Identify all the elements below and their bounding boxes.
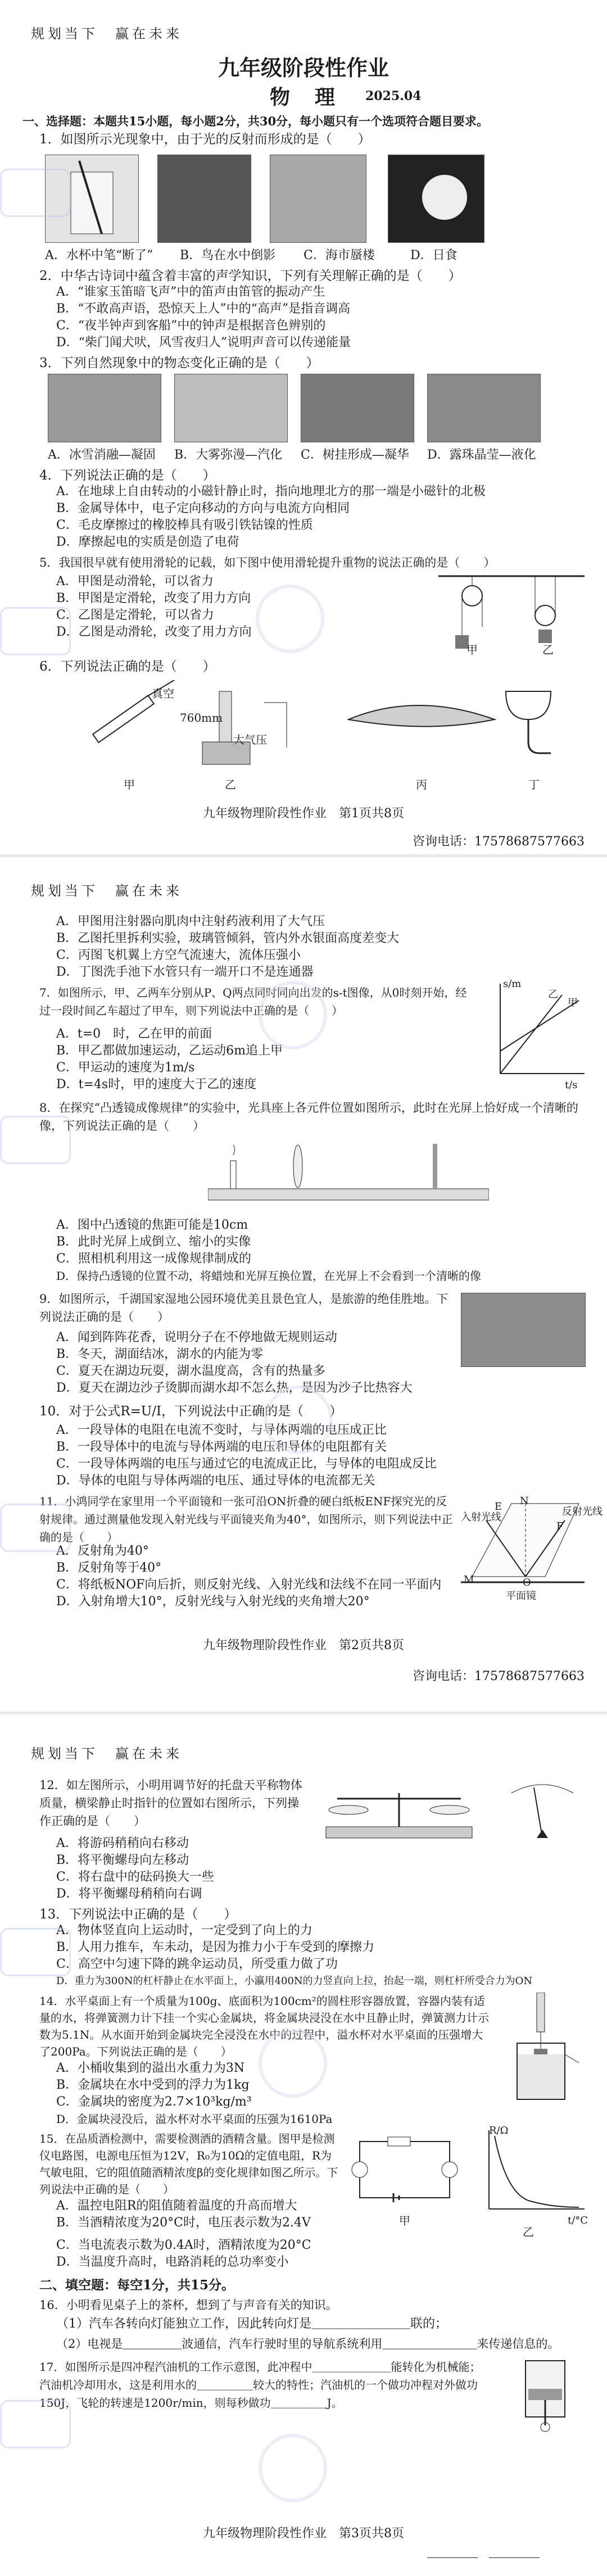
q8-option-d: D．保持凸透镜的位置不动，将蜡烛和光屏互换位置，在光屏上不会看到一个清晰的像 [56,1269,482,1283]
q1-figure-mirage [270,155,366,243]
q5-label-yi: 乙 [542,643,554,657]
q15-circuit-figure [348,2130,461,2209]
q3-option-d: D．露珠晶莹—液化 [427,448,536,462]
q12-option-c: C．将右盘中的砝码换大一些 [56,1870,214,1884]
q11-label-o: O [523,1577,531,1588]
q15-axis-x: t/°C [568,2215,588,2226]
q9-option-a: A．闻到阵阵花香，说明分子在不停地做无规则运动 [56,1330,337,1344]
watermark-logo [0,1116,71,1164]
watermark-logo [0,607,71,655]
q6-text-760mm: 760mm [180,711,223,725]
header-motto: 规划当下 赢在未来 [31,26,183,42]
q4-option-d: D．摩擦起电的实质是创造了电荷 [56,535,239,549]
q9-stem: 9．如图所示，千湖国家湿地公园环境优美且景色宜人，是旅游的绝佳胜地。下列说法正确的是（ ） [39,1292,449,1324]
q16-stem: 16．小明看见桌子上的茶杯，想到了与声音有关的知识。 [39,2298,338,2312]
q9-option-d: D．夏天在湖边沙子烫脚而湖水却不怎么热，是因为沙子比热容大 [56,1381,413,1395]
q14-overflow-figure [500,1993,585,2105]
q10-stem: 10．对于公式R=U/I，下列说法中正确的是（ ） [39,1404,343,1419]
q14-option-c: C．金属块的密度为2.7×10³kg/m³ [56,2095,252,2109]
q7-axis-y: s/m [503,978,522,990]
q16-part-a: （1）汽车各转向灯能独立工作，因此转向灯是＿＿＿＿＿＿＿＿联的； [56,2317,447,2331]
watermark-circle [259,2434,327,2502]
q6-text-vacuum: 真空 [152,687,174,700]
q5-option-b: B．甲图是定滑轮，改变了用力方向 [56,591,251,605]
q4-stem: 4．下列说法正确的是（ ） [39,468,216,483]
q3-option-c: C．树挂形成—凝华 [301,448,409,462]
q1-stem: 1．如图所示光现象中，由于光的反射而形成的是（ ） [39,132,371,147]
q5-label-jia: 甲 [466,643,478,657]
q6-option-c: C．丙图飞机翼上方空气流速大，流体压强小 [56,948,301,962]
q12-option-a: A．将游码稍稍向右移动 [56,1836,189,1850]
q7-axis-x: t/s [565,1079,578,1091]
q11-option-a: A．反射角为40° [56,1544,149,1558]
q11-label-m: M [464,1574,474,1586]
q11-stem: 11．小鸿同学在家里用一个平面镜和一张可沿ON折叠的硬白纸板ENF探究光的反射规律。通过测量他发现入射光线与平面镜夹角为40°，如图所示，则下列说法中正确的是（ ） [39,1495,453,1544]
q7-option-d: D．t=4s时，甲的速度大于乙的速度 [56,1078,257,1092]
q14-option-a: A．小桶收集到的溢出水重力为3N [56,2061,245,2075]
q6-option-b: B．乙图托里拆利实验，玻璃管倾斜，管内外水银面高度差变大 [56,931,400,945]
q13-option-a: A．物体竖直向上运动时，一定受到了向上的力 [56,1923,312,1937]
q10-option-b: B．一段导体中的电流与导体两端的电压和导体的电阻都有关 [56,1440,387,1454]
q13-option-c: C．高空中匀速下降的跳伞运动员，所受重力做了功 [56,1957,338,1971]
q7-option-a: A．t=0 时，乙在甲的前面 [56,1027,212,1041]
q3-figure-fog [174,374,288,442]
q11-label-reflected: 反射光线 [562,1506,603,1518]
q5-option-c: C．乙图是定滑轮，可以省力 [56,608,214,622]
watermark-circle [256,585,324,653]
page2-phone: 咨询电话：17578687577663 [413,1669,585,1683]
q17-engine-figure [506,2349,585,2434]
q6-figures [79,680,562,770]
q5-pulley-figure [438,573,585,658]
q13-option-d: D．重力为300N的杠杆静止在水平面上，小瀛用400N的力竖直向上拉，抬起一端，则杠杆所受合力为ON [56,1975,533,1987]
page-2 [0,857,607,1712]
q13-option-b: B．人用力推车，车未动，是因为推力小于车受到的摩擦力 [56,1940,375,1954]
section2-heading: 二、填空题：每空1分，共15分。 [39,2278,235,2293]
q6-text-pressure: 大气压 [233,733,267,746]
q13-stem: 13．下列说法中正确的是（ ） [39,1907,237,1922]
q12-stem: 12．如左图所示，小明用调节好的托盘天平称物体质量，横梁静止时指针的位置如右图所示，下列操作正确的是（ ） [39,1778,302,1828]
q8-option-c: C．照相机利用这一成像规律制成的 [56,1252,251,1266]
watermark-circle [264,1386,333,1454]
q11-option-b: B．反射角等于40° [56,1561,162,1575]
q10-option-c: C．一段导体两端的电压与通过它的电流成正比，与导体的电阻成反比 [56,1457,437,1471]
q6-label-jia: 甲 [124,778,135,791]
q9-figure-wetland [461,1293,586,1367]
q11-label-f: F [556,1520,564,1532]
watermark-logo [0,1504,71,1552]
q6-option-d: D．丁图洗手池下水管只有一端开口不是连通器 [56,965,314,979]
q15-label-yi: 乙 [523,2225,534,2239]
q15-resistance-graph [472,2125,590,2220]
q8-optical-bench [208,1138,489,1206]
q9-option-b: B．冬天，湖面结冰，湖水的内能为零 [56,1347,264,1361]
q9-option-c: C．夏天在湖边玩耍，湖水温度高，含有的热量多 [56,1364,325,1378]
q3-figure-frost [301,374,414,442]
page3-footer: 九年级物理阶段性作业 第3页共8页 [203,2527,404,2541]
q3-option-a: A．冰雪消融—凝固 [48,448,156,462]
q14-stem: 14．水平桌面上有一个质量为100g、底面积为100cm²的圆柱形容器放置，容器内装有适量的水，将弹簧测力计下挂一个实心金属块，将金属块浸没在水中且静止时，弹簧测力计示数为5.1N。从水面开始到金属块完全浸没在水中的过程中，溢水杯对水平桌面的压强增大了200Pa。下列说法正确的是（ ） [39,1994,489,2058]
q11-label-n: N [520,1495,529,1507]
q15-axis-y: R/Ω [489,2125,509,2136]
answer-line [489,2557,540,2558]
watermark-circle [259,2029,327,2098]
q12-option-d: D．将平衡螺母稍稍向右调 [56,1887,202,1901]
q6-stem: 6．下列说法正确的是（ ） [39,659,216,674]
q12-option-b: B．将平衡螺母向左移动 [56,1853,189,1867]
q7-option-c: C．甲运动的速度为1m/s [56,1061,195,1075]
q3-figure-ice [48,374,161,442]
q8-option-b: B．此时光屏上成倒立、缩小的实像 [56,1235,251,1249]
q2-option-c: C．“夜半钟声到客船”中的钟声是根据音色辨别的 [56,319,326,333]
q6-label-yi: 乙 [225,778,236,791]
page1-phone: 咨询电话：17578687577663 [413,835,585,849]
q15-option-b: B．当酒精浓度为20°C时，电压表示数为2.4V [56,2216,311,2230]
q5-option-a: A．甲图是动滑轮，可以省力 [56,574,214,588]
watermark-logo [0,169,71,217]
q7-stem: 7．如图所示，甲、乙两车分别从P、Q两点同时同向出发的s-t图像，从0时刻开始，经过一段时间乙车超过了甲车，则下列说法中正确的是（ ） [39,986,467,1017]
q11-option-d: D．入射角增大10°，反射光线与入射光线的夹角增大20° [56,1595,370,1609]
q15-option-d: D．当温度升高时，电路消耗的总功率变小 [56,2255,289,2269]
q12-pointer-figure [500,1776,585,1844]
page-title: 九年级阶段性作业 [218,55,389,80]
q10-option-a: A．一段导体的电阻在电流不变时，与导体两端的电压成正比 [56,1423,387,1437]
q14-option-b: B．金属块在水中受到的浮力为1kg [56,2078,250,2092]
q1-figure-bird [157,155,251,243]
q11-label-incident: 入射光线 [461,1511,501,1523]
answer-line [427,2557,478,2558]
q1-option-a: A．水杯中笔“断了” [45,248,153,262]
q1-figure-eclipse [388,155,484,243]
page-1 [0,0,607,854]
q4-option-a: A．在地球上自由转动的小磁针静止时，指向地理北方的那一端是小磁针的北极 [56,485,486,499]
header-motto: 规划当下 赢在未来 [31,883,183,899]
q8-option-a: A．图中凸透镜的焦距可能是10cm [56,1218,248,1232]
q5-option-d: D．乙图是动滑轮，改变了用力方向 [56,625,252,639]
q7-st-graph [483,978,590,1085]
q8-stem: 8．在探究“凸透镜成像规律”的实验中，光具座上各元件位置如图所示，此时在光屏上恰好成一个清晰的像，下列说法正确的是（ ） [39,1101,578,1133]
q7-option-b: B．甲乙都做加速运动，乙运动6m追上甲 [56,1044,283,1058]
q7-series-jia: 甲 [568,997,578,1009]
section-heading: 一、选择题：本题共15小题，每小题2分，共30分，每小题只有一个选项符合题目要求。 [22,114,489,128]
q16-part-b: （2）电视是＿＿＿＿＿波通信，汽车行驶时里的导航系统利用＿＿＿＿＿＿＿＿来传递信息的。 [56,2337,560,2351]
header-motto: 规划当下 赢在未来 [31,1746,183,1762]
page2-footer: 九年级物理阶段性作业 第2页共8页 [203,1638,404,1653]
q15-label-jia: 甲 [399,2214,410,2228]
page-3 [0,1714,607,2576]
watermark-circle [259,981,327,1049]
q2-option-d: D．“柴门闻犬吠，风雪夜归人”说明声音可以传递能量 [56,336,351,350]
q3-figure-dew [427,374,541,442]
subject-title: 物 理 [269,85,337,109]
q1-option-b: B．鸟在水中倒影 [180,248,276,262]
q6-label-ding: 丁 [528,778,540,791]
q15-option-a: A．温控电阻R的阻值随着温度的升高而增大 [56,2199,297,2213]
q11-label-mirror: 平面镜 [506,1590,536,1602]
q15-option-c: C．当电流表示数为0.4A时，酒精浓度为20°C [56,2238,311,2252]
watermark-logo [0,2400,71,2448]
q3-stem: 3．下列自然现象中的物态变化正确的是（ ） [39,356,319,370]
q4-option-b: B．金属导体中，电子定向移动的方向与电流方向相同 [56,501,350,515]
q4-option-c: C．毛皮摩擦过的橡胶棒具有吸引铁钴镍的性质 [56,518,313,532]
q11-option-c: C．将纸板NOF向后折，则反射光线、入射光线和法线不在同一平面内 [56,1578,442,1592]
q12-balance-figure [315,1776,483,1844]
page1-footer: 九年级物理阶段性作业 第1页共8页 [203,807,404,821]
date-label: 2025.04 [365,89,422,103]
q2-stem: 2．中华古诗词中蕴含着丰富的声学知识，下列有关理解正确的是（ ） [39,269,461,283]
q17-stem: 17．如图所示是四冲程汽油机的工作示意图，此冲程中＿＿＿＿＿＿＿能转化为机械能；汽油机冷却用水，这是利用水的＿＿＿＿＿较大的特性；汽油机的一个做功冲程对外做功150J，飞轮的转速是1200r/min，则每秒做功＿＿＿＿＿J。 [39,2360,481,2410]
q5-stem: 5．我国很早就有使用滑轮的记载，如下图中使用滑轮提升重物的说法正确的是（ ） [39,556,496,569]
q6-label-bing: 丙 [416,778,427,791]
watermark-logo [0,1928,71,1976]
q10-option-d: D．导体的电阻与导体两端的电压、通过导体的电流都无关 [56,1474,375,1488]
q3-option-b: B．大雾弥漫—汽化 [174,448,283,462]
q2-option-a: A．“谁家玉笛暗飞声”中的笛声由笛管的振动产生 [56,285,325,299]
q7-series-yi: 乙 [548,989,558,1000]
q1-option-c: C．海市蜃楼 [304,248,375,262]
q14-option-d: D．金属块浸没后，溢水杯对水平桌面的压强为1610Pa [56,2112,333,2126]
q6-option-a: A．甲图用注射器向肌肉中注射药液利用了大气压 [56,914,325,929]
q15-stem: 15．在品质酒检测中，需要检测酒的酒精含量。图甲是检测仪电路图，电源电压恒为12V，R₀为10Ω的定值电阻，R为气敏电阻，它的阻值随酒精浓度β的变化规律如图乙所示。下列说法中正确的是（ ） [39,2132,338,2196]
q2-option-b: B．“不敢高声语，恐惊天上人”中的“高声”是指音调高 [56,302,351,316]
q1-option-d: D．日食 [410,248,457,262]
q11-label-e: E [495,1501,502,1513]
